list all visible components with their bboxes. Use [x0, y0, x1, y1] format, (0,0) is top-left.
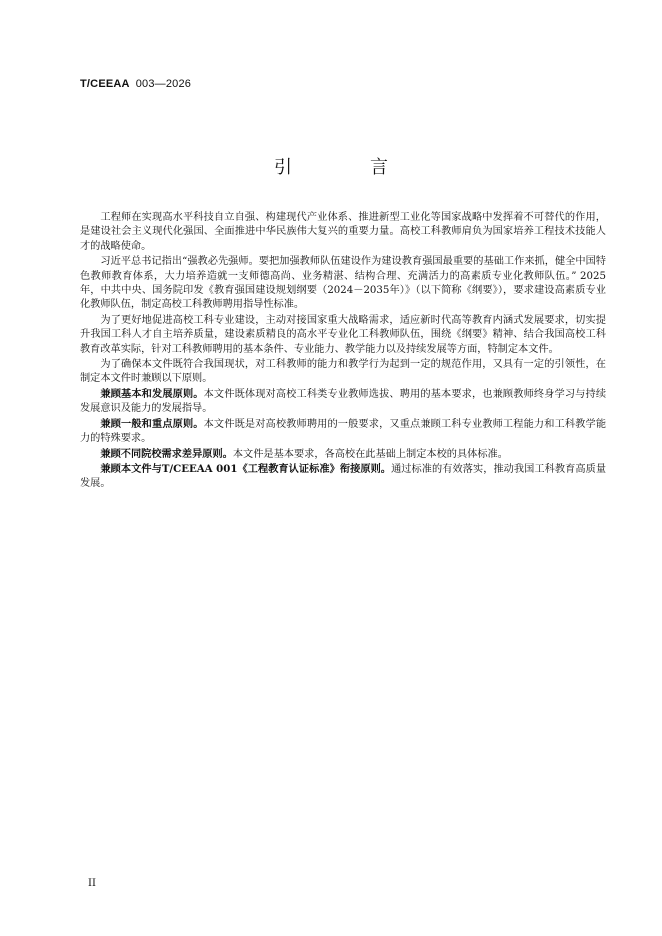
paragraph-principle-2: 兼顾一般和重点原则。本文件既是对高校教师聘用的一般要求，又重点兼顾工科专业教师工程能力和工科教学能力的特殊要求。 — [80, 417, 607, 445]
paragraph-principle-3: 兼顾不同院校需求差异原则。本文件是基本要求，各高校在此基础上制定本校的具体标准。 — [100, 447, 508, 460]
document-org-code: T/CEEAA — [80, 78, 130, 90]
principle-heading: 兼顾本文件与T/CEEAA 001《工程教育认证标准》衔接原则。 — [100, 462, 392, 475]
page-number: II — [88, 878, 96, 889]
document-code — [80, 78, 191, 90]
document-number: 003—2026 — [135, 78, 192, 90]
principle-heading: 兼顾不同院校需求差异原则。 — [100, 447, 233, 460]
section-title: 引 言 — [274, 157, 418, 178]
paragraph-quote: 习近平总书记指出“强教必先强师。要把加强教师队伍建设作为建设教育强国最重要的基础工作来抓，健全中国特色教师教育体系，大力培养造就一支师德高尚、业务精湛、结构合理、充满活力的高素质专业化教师队伍。” 2025年，中共中央、国务院印发《教育强国建设规划纲要（2024－2035年）》（以下简称《纲要》），要求建设高素质专业化教师队伍，制定高校工科教师聘用指导性标准。 — [80, 256, 606, 311]
paragraph-principle-4: 兼顾本文件与T/CEEAA 001《工程教育认证标准》衔接原则。通过标准的有效落实，推动我国工科教育高质量发展。 — [80, 462, 607, 490]
document-body — [80, 210, 606, 492]
paragraph-intro: 工程师在实现高水平科技自立自强、构建现代产业体系、推进新型工业化等国家战略中发挥着不可替代的作用，是建设社会主义现代化强国、全面推进中华民族伟大复兴的重要力量。高校工科教师肩负为国家培养工程技术技能人才的战略使命。 — [80, 212, 606, 252]
paragraph-purpose: 为了更好地促进高校工科专业建设，主动对接国家重大战略需求，适应新时代高等教育内涵式发展要求，切实提升我国工科人才自主培养质量，建设素质精良的高水平专业化工科教师队伍，围绕《纲要》精神、结合我国高校工科教育改革实际，针对工科教师聘用的基本条件、专业能力、教学能力以及持续发展等方面，特制定本文件。 — [80, 314, 606, 355]
principle-heading: 兼顾一般和重点原则。 — [100, 417, 204, 430]
principle-heading: 兼顾基本和发展原则。 — [100, 387, 204, 400]
paragraph-principle-1: 兼顾基本和发展原则。本文件既体现对高校工科类专业教师选拔、聘用的基本要求，也兼顾教师终身学习与持续发展意识及能力的发展指导。 — [80, 387, 607, 415]
paragraph-principles-intro: 为了确保本文件既符合我国现状，对工科教师的能力和教学行为起到一定的规范作用，又具有一定的引领性，在制定本文件时兼顾以下原则。 — [80, 359, 606, 385]
